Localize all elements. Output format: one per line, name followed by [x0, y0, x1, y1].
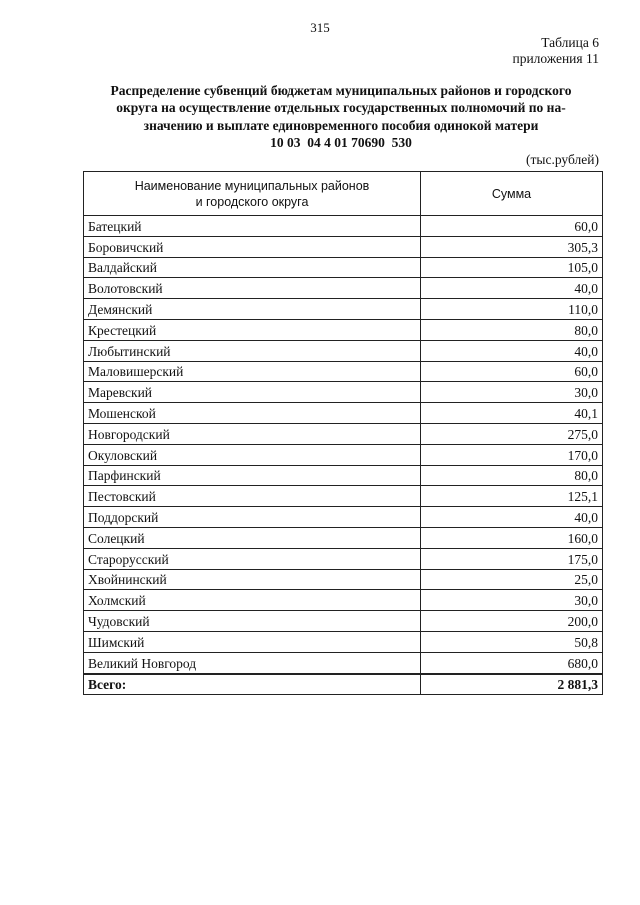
- table-row: [84, 444, 603, 465]
- table-row: [84, 319, 603, 340]
- district-name: Маловишерский: [84, 361, 421, 382]
- district-sum: 25,0: [421, 569, 603, 590]
- district-sum: 40,0: [421, 507, 603, 528]
- district-sum: 40,0: [421, 340, 603, 361]
- district-sum: 40,1: [421, 403, 603, 424]
- table-row: [84, 340, 603, 361]
- table-row: [84, 299, 603, 320]
- district-name: Холмский: [84, 590, 421, 611]
- table-row: [84, 257, 603, 278]
- district-name: Мошенской: [84, 403, 421, 424]
- district-name: Шимский: [84, 631, 421, 652]
- table-row: [84, 278, 603, 299]
- budget-code: 10 03 04 4 01 70690 530: [270, 134, 412, 150]
- district-sum: 80,0: [421, 465, 603, 486]
- table-row: [84, 236, 603, 257]
- district-sum: 200,0: [421, 611, 603, 632]
- district-name: Старорусский: [84, 548, 421, 569]
- district-sum: 30,0: [421, 590, 603, 611]
- district-sum: 175,0: [421, 548, 603, 569]
- total-sum: 2 881,3: [421, 674, 603, 695]
- table-row: [84, 527, 603, 548]
- appendix-number: приложения 11: [512, 51, 599, 66]
- district-sum: 680,0: [421, 652, 603, 673]
- table-row: [84, 548, 603, 569]
- district-sum: 60,0: [421, 361, 603, 382]
- table-row: [84, 507, 603, 528]
- district-sum: 170,0: [421, 444, 603, 465]
- district-name: Пестовский: [84, 486, 421, 507]
- table-row: [84, 590, 603, 611]
- table-row: [84, 652, 603, 673]
- header-name: Наименование муниципальных районов и городского округа: [84, 172, 421, 216]
- district-sum: 305,3: [421, 236, 603, 257]
- district-name: Валдайский: [84, 257, 421, 278]
- table-row: [84, 216, 603, 237]
- district-name: Волотовский: [84, 278, 421, 299]
- table-row: [84, 631, 603, 652]
- district-sum: 125,1: [421, 486, 603, 507]
- district-name: Парфинский: [84, 465, 421, 486]
- table-row: [84, 361, 603, 382]
- district-sum: 105,0: [421, 257, 603, 278]
- district-sum: 275,0: [421, 423, 603, 444]
- district-sum: 80,0: [421, 319, 603, 340]
- table-row: [84, 486, 603, 507]
- district-name: Окуловский: [84, 444, 421, 465]
- district-name: Маревский: [84, 382, 421, 403]
- district-sum: 50,8: [421, 631, 603, 652]
- header-sum: Сумма: [421, 172, 603, 216]
- total-label: Всего:: [84, 674, 421, 695]
- district-name: Великий Новгород: [84, 652, 421, 673]
- district-name: Крестецкий: [84, 319, 421, 340]
- district-name: Чудовский: [84, 611, 421, 632]
- table-reference: [512, 35, 599, 67]
- total-row: [84, 674, 603, 695]
- page-number: 315: [310, 20, 330, 35]
- document-title: [80, 82, 602, 151]
- table-row: [84, 403, 603, 424]
- subsidy-table: [83, 171, 603, 695]
- table-row: [84, 569, 603, 590]
- table-row: [84, 423, 603, 444]
- table-row: [84, 382, 603, 403]
- table-body: [84, 216, 603, 695]
- district-sum: 40,0: [421, 278, 603, 299]
- table-number: Таблица 6: [541, 35, 599, 50]
- district-sum: 110,0: [421, 299, 603, 320]
- table-row: [84, 611, 603, 632]
- district-name: Любытинский: [84, 340, 421, 361]
- district-name: Боровичский: [84, 236, 421, 257]
- district-name: Демянский: [84, 299, 421, 320]
- district-name: Поддорский: [84, 507, 421, 528]
- table-header-row: [84, 172, 603, 216]
- district-name: Батецкий: [84, 216, 421, 237]
- district-name: Новгородский: [84, 423, 421, 444]
- units-label: (тыс.рублей): [526, 152, 599, 167]
- district-sum: 160,0: [421, 527, 603, 548]
- title-line-2: округа на осуществление отдельных государственных полномочий по на-: [116, 100, 566, 116]
- district-name: Хвойнинский: [84, 569, 421, 590]
- district-name: Солецкий: [84, 527, 421, 548]
- table-row: [84, 465, 603, 486]
- title-line-3: значению и выплате единовременного пособия одинокой матери: [143, 117, 539, 133]
- title-line-1: Распределение субвенций бюджетам муниципальных районов и городского: [110, 83, 572, 98]
- district-sum: 30,0: [421, 382, 603, 403]
- district-sum: 60,0: [421, 216, 603, 237]
